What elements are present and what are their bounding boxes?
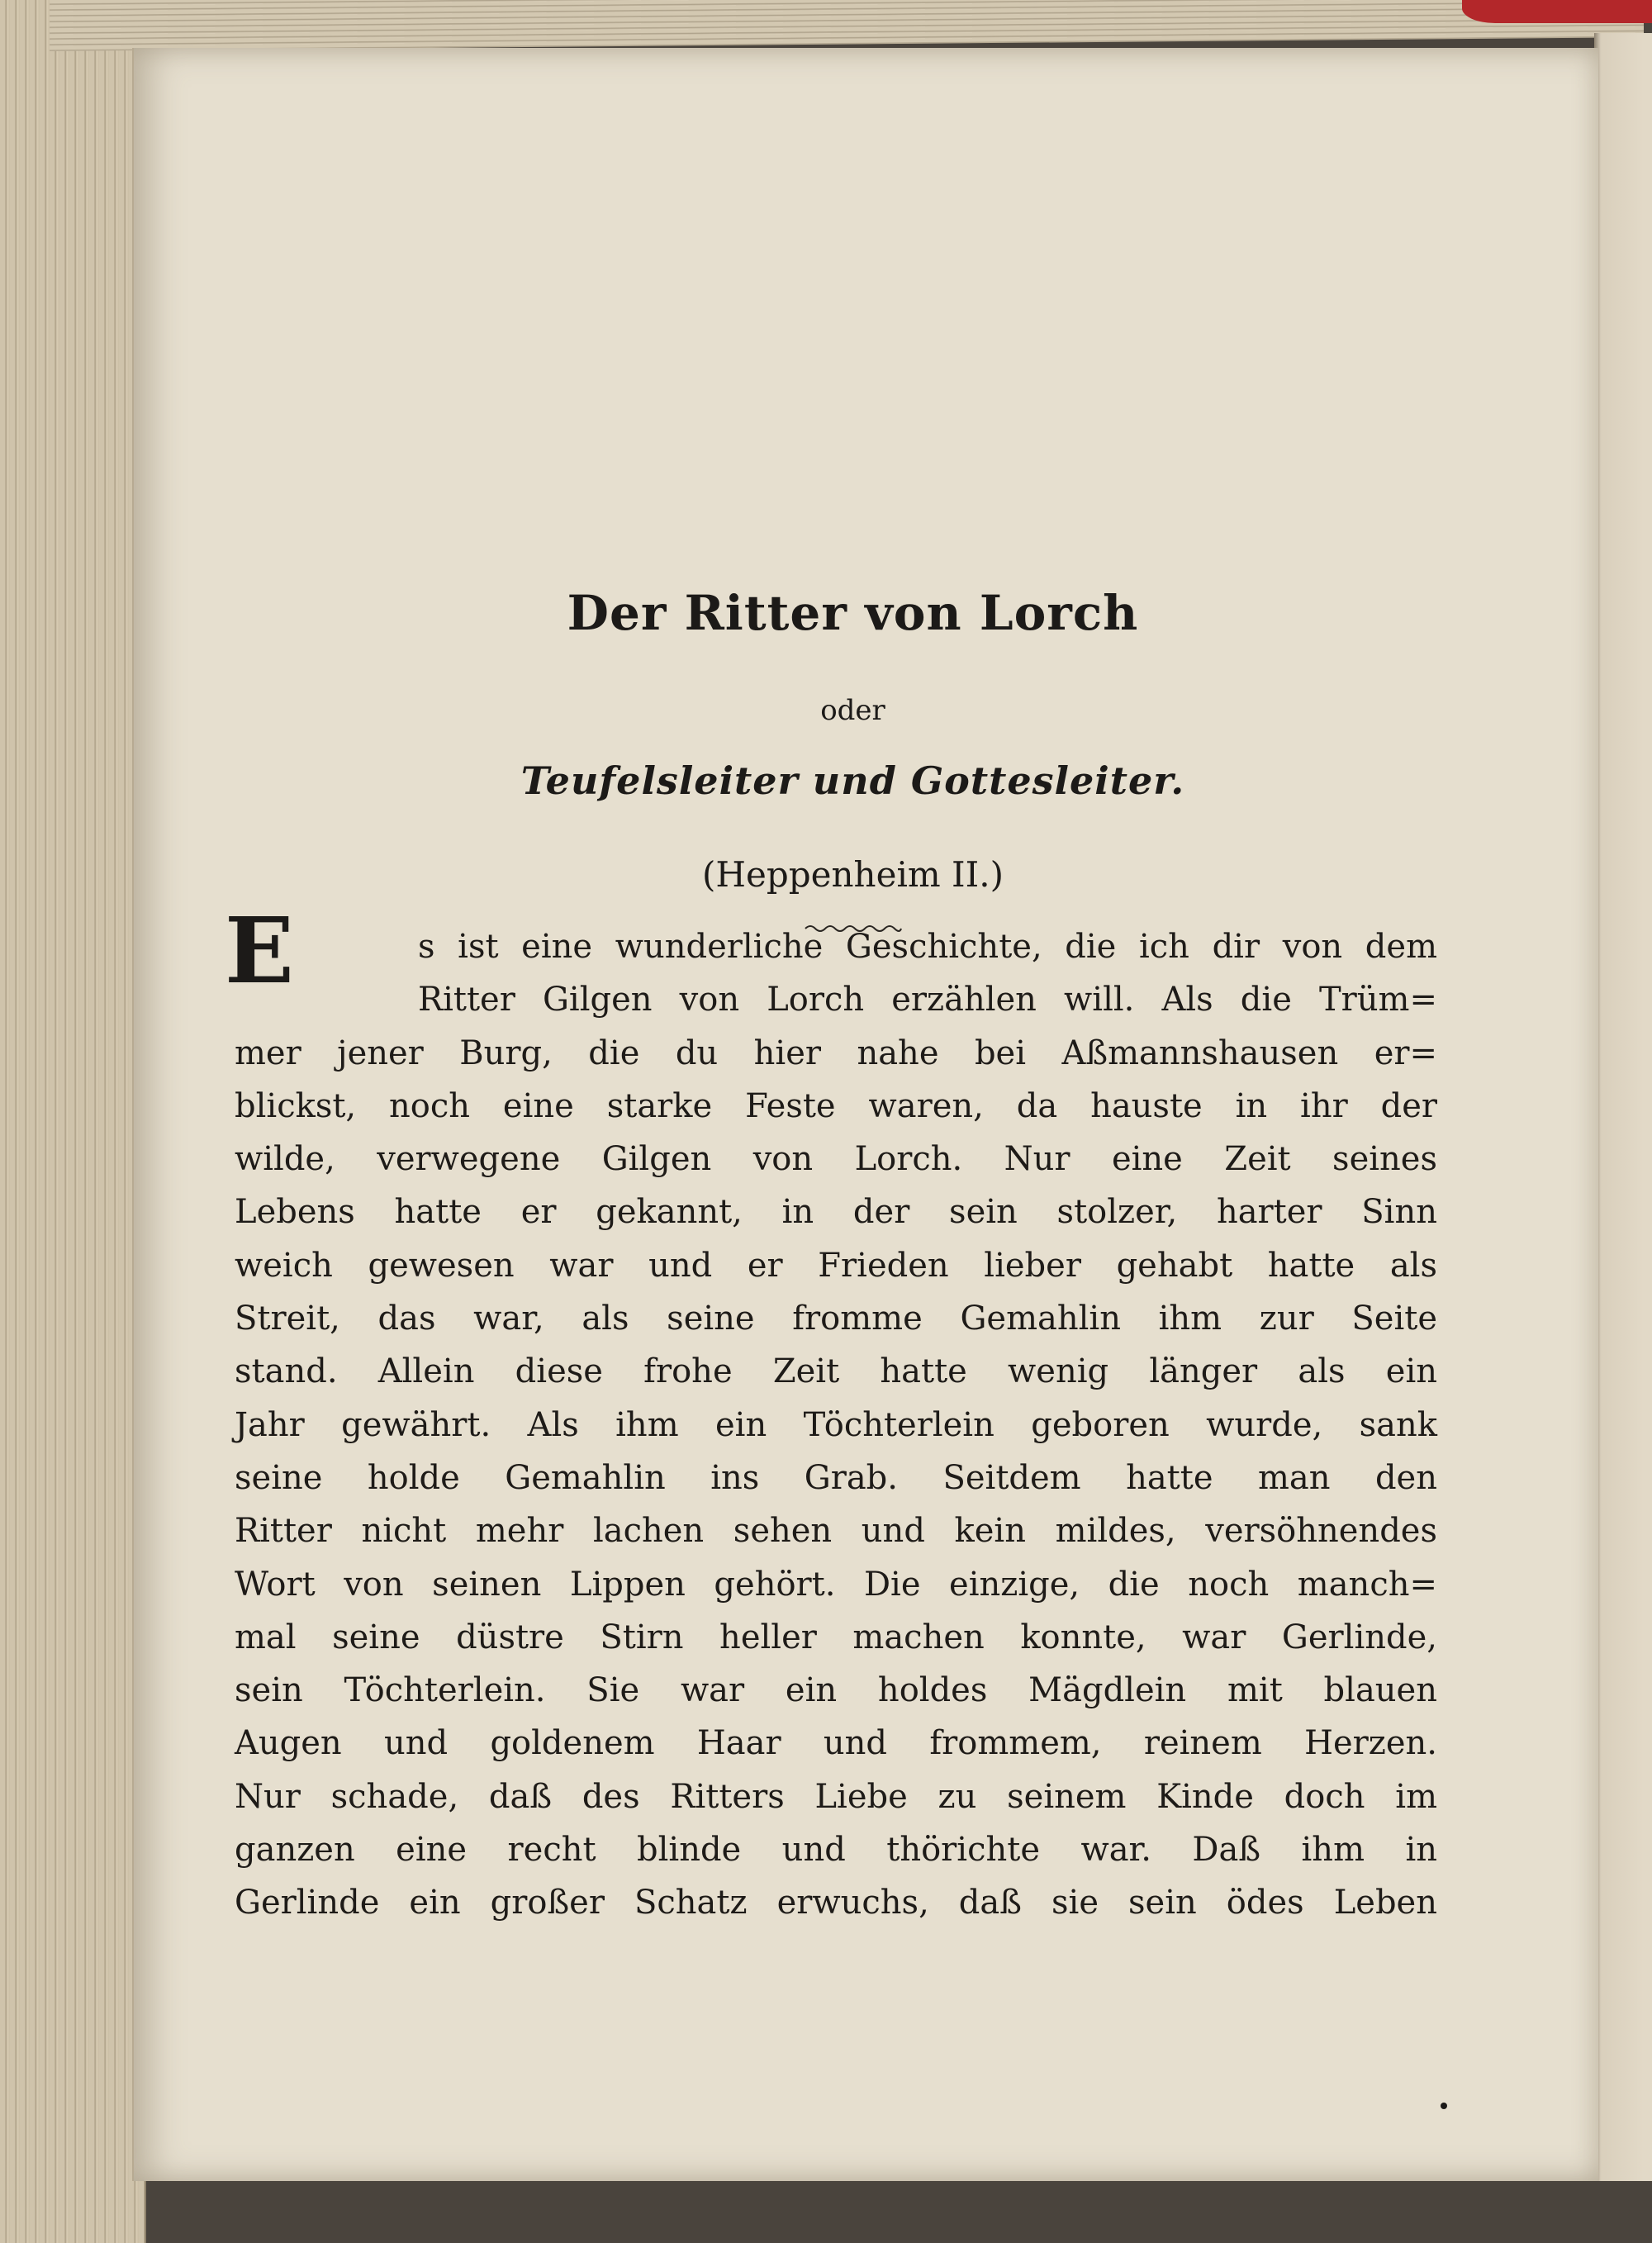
facing-page-edge <box>1594 33 1652 2181</box>
text-line: Streit, das war, als seine fromme Gemahlin ihm zur Seite <box>235 1300 1437 1338</box>
text-line: stand. Allein diese frohe Zeit hatte wenig länger als ein <box>235 1352 1437 1391</box>
story-subtitle: Teufelsleiter und Gottesleiter. <box>520 758 1185 803</box>
text-line: Nur schade, daß des Ritters Liebe zu seinem Kinde doch im <box>235 1777 1437 1816</box>
text-line: ganzen eine recht blinde und thörichte war. Daß ihm in <box>235 1831 1437 1870</box>
bookmark-ribbon <box>1462 0 1652 23</box>
text-line: blickst, noch eine starke Feste waren, da hauste in ihr der <box>235 1086 1437 1125</box>
text-line: s ist eine wunderliche Geschichte, die ich dir von dem <box>418 928 1437 966</box>
text-line: Gerlinde ein großer Schatz erwuchs, daß sie sein ödes Leben <box>235 1884 1437 1922</box>
ink-speck <box>1441 2103 1447 2109</box>
title-conjunction: oder <box>820 694 885 727</box>
text-line: sein Töchterlein. Sie war ein holdes Mägdlein mit blauen <box>235 1671 1437 1710</box>
text-line: Jahr gewährt. Als ihm ein Töchterlein geboren wurde, sank <box>235 1405 1437 1444</box>
text-line: Ritter nicht mehr lachen sehen und kein mildes, versöhnendes <box>235 1512 1437 1551</box>
text-line: seine holde Gemahlin ins Grab. Seitdem hatte man den <box>235 1458 1437 1497</box>
text-line: Ritter Gilgen von Lorch erzählen will. Als die Trüm= <box>418 981 1437 1019</box>
text-line: wilde, verwegene Gilgen von Lorch. Nur eine Zeit seines <box>235 1140 1437 1179</box>
page-edge-top <box>50 0 1644 51</box>
drop-cap-letter: E <box>225 897 294 1004</box>
text-line: Wort von seinen Lippen gehört. Die einzige, die noch manch= <box>235 1565 1437 1604</box>
text-line: weich gewesen war und er Frieden lieber gehabt hatte als <box>235 1246 1437 1285</box>
page-edge-stack <box>0 0 146 2243</box>
text-line: Augen und goldenem Haar und frommem, reinem Herzen. <box>235 1724 1437 1763</box>
story-title: Der Ritter von Lorch <box>567 585 1139 641</box>
body-text <box>235 920 1437 1930</box>
story-location: (Heppenheim II.) <box>702 854 1004 895</box>
text-line: mer jener Burg, die du hier nahe bei Aßmannshausen er= <box>235 1034 1437 1072</box>
text-line: Lebens hatte er gekannt, in der sein stolzer, harter Sinn <box>235 1193 1437 1232</box>
text-line: mal seine düstre Stirn heller machen konnte, war Gerlinde, <box>235 1618 1437 1656</box>
